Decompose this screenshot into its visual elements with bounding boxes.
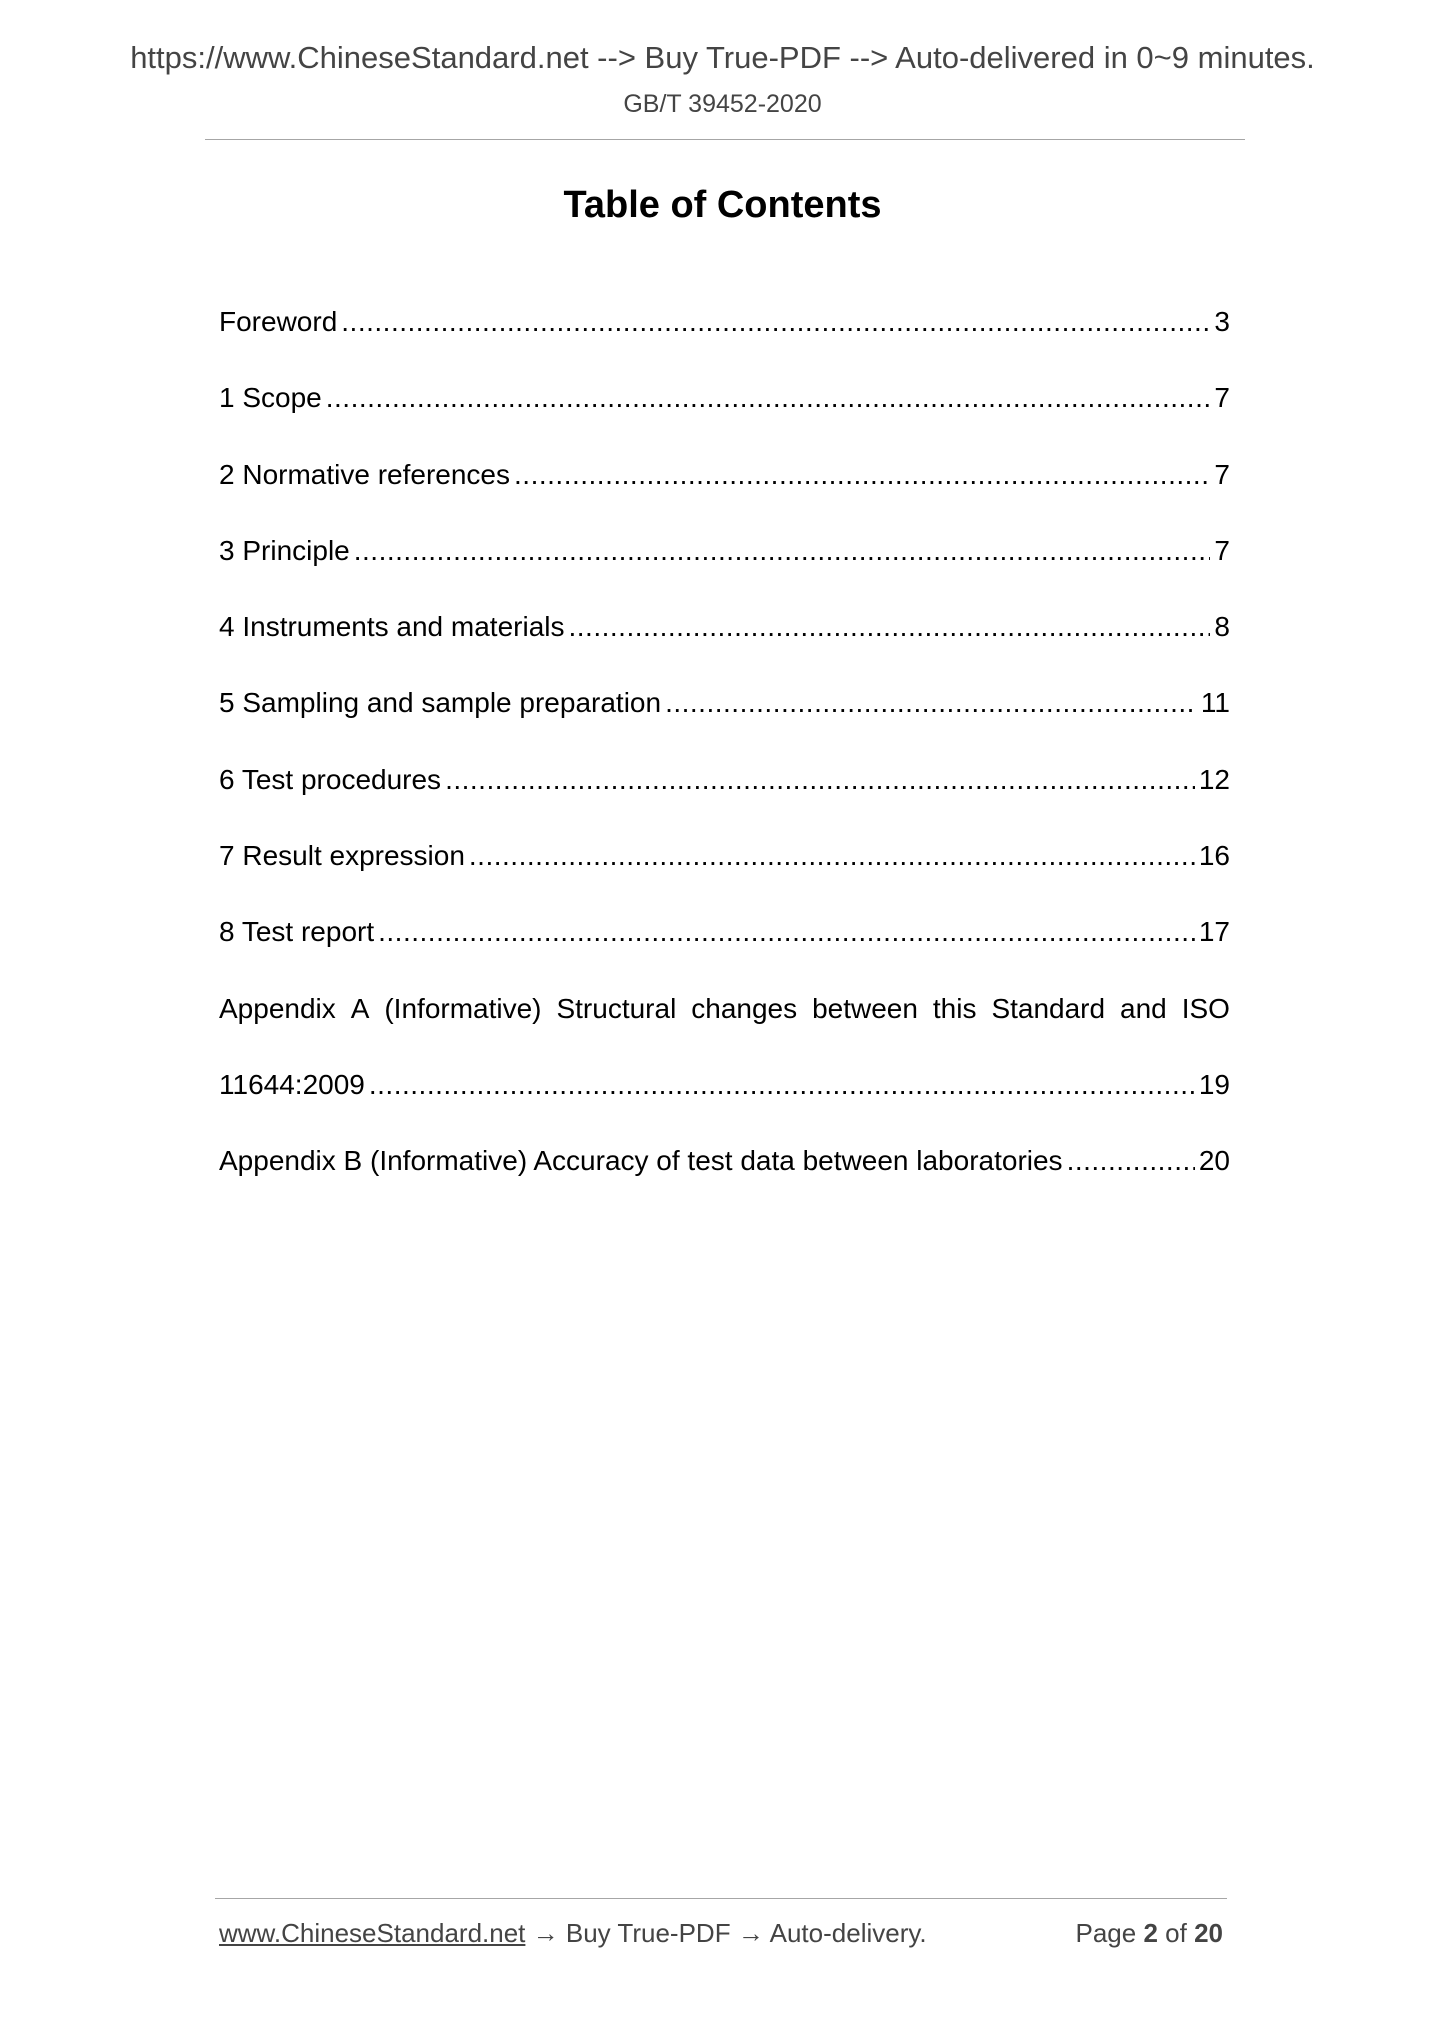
toc-word: and	[1120, 992, 1167, 1024]
toc-entry-test-procedures[interactable]	[219, 760, 1230, 836]
of-word: of	[1165, 1918, 1187, 1948]
current-page: 2	[1143, 1918, 1158, 1948]
toc-entry-label: Appendix B (Informative) Accuracy of test data between laboratories	[219, 1145, 1063, 1177]
toc-entry-appendix-a[interactable]	[219, 989, 1230, 1065]
toc-entry-foreword[interactable]	[219, 302, 1230, 378]
dot-leader	[378, 912, 1195, 952]
dot-leader	[569, 607, 1211, 647]
footer-divider	[215, 1898, 1227, 1899]
toc-entry-sampling[interactable]	[219, 683, 1230, 759]
dot-leader	[514, 455, 1210, 495]
toc-entry-label: 5 Sampling and sample preparation	[219, 687, 662, 719]
page-word: Page	[1075, 1918, 1137, 1948]
toc-entry-scope[interactable]	[219, 378, 1230, 454]
dot-leader	[354, 531, 1211, 571]
toc-word: ISO	[1181, 992, 1230, 1024]
page-number	[1075, 1918, 1223, 1949]
page-footer	[219, 1918, 1223, 1954]
toc-entry-normative-references[interactable]	[219, 455, 1230, 531]
dot-leader	[665, 683, 1197, 723]
toc-entry-page: 3	[1214, 306, 1230, 337]
footer-promo	[219, 1918, 927, 1949]
toc-word: this	[932, 992, 977, 1024]
arrow-right-icon: →	[737, 1918, 764, 1948]
toc-word: between	[812, 992, 918, 1024]
toc-word: A	[350, 992, 370, 1024]
toc-entry-page: 7	[1214, 458, 1230, 490]
toc-entry-appendix-b[interactable]	[219, 1141, 1230, 1217]
auto-delivery-text: Auto-delivery.	[769, 1918, 927, 1948]
toc-entry-page: 16	[1198, 840, 1230, 872]
toc-entry-label: 1 Scope	[219, 382, 322, 414]
toc-entry-label: 8 Test report	[219, 916, 375, 948]
arrow-right-icon: →	[532, 1918, 559, 1948]
toc-entry-principle[interactable]	[219, 531, 1230, 607]
dot-leader	[445, 760, 1195, 800]
toc-entry-page: 11	[1200, 687, 1230, 719]
dot-leader	[341, 302, 1210, 342]
header-divider	[205, 139, 1245, 140]
toc-word: Structural	[556, 992, 677, 1024]
toc-entry-label: 11644:2009	[219, 1068, 365, 1100]
toc-entry-page: 17	[1198, 916, 1230, 948]
buy-true-pdf-text: Buy True-PDF	[565, 1918, 731, 1948]
toc-title: Table of Contents	[563, 184, 882, 226]
toc-entry-label: 4 Instruments and materials	[219, 611, 565, 643]
toc-entry-result-expression[interactable]	[219, 836, 1230, 912]
toc-entry-page: 12	[1198, 763, 1230, 795]
toc-entry-label: 7 Result expression	[219, 840, 465, 872]
toc-word: Appendix	[219, 992, 336, 1024]
toc-entry-label: 2 Normative references	[219, 458, 511, 490]
toc-entry-page: 7	[1214, 382, 1230, 414]
toc-entry-page: 20	[1198, 1145, 1230, 1177]
table-of-contents	[219, 302, 1230, 1218]
toc-entry-page: 8	[1214, 611, 1230, 643]
toc-word: Standard	[991, 992, 1106, 1024]
toc-entry-label: 3 Principle	[219, 534, 350, 566]
toc-entry-test-report[interactable]	[219, 912, 1230, 988]
toc-entry-instruments-and-materials[interactable]	[219, 607, 1230, 683]
toc-entry-page: 7	[1214, 534, 1230, 566]
toc-entry-page: 19	[1198, 1068, 1230, 1100]
dot-leader	[1067, 1141, 1195, 1181]
source-banner: https://www.ChineseStandard.net --> Buy True-PDF --> Auto-delivered in 0~9 minutes.	[130, 40, 1315, 75]
toc-entry-appendix-a-continued[interactable]	[219, 1065, 1230, 1141]
toc-word: changes	[691, 992, 798, 1024]
document-code: GB/T 39452-2020	[623, 90, 822, 118]
toc-word: (Informative)	[384, 992, 542, 1024]
toc-entry-label: 6 Test procedures	[219, 763, 442, 795]
dot-leader	[326, 378, 1211, 418]
dot-leader	[469, 836, 1195, 876]
total-pages: 20	[1194, 1918, 1223, 1948]
site-link[interactable]: www.ChineseStandard.net	[219, 1918, 526, 1948]
dot-leader	[369, 1065, 1195, 1105]
toc-entry-label: Foreword	[219, 306, 338, 337]
